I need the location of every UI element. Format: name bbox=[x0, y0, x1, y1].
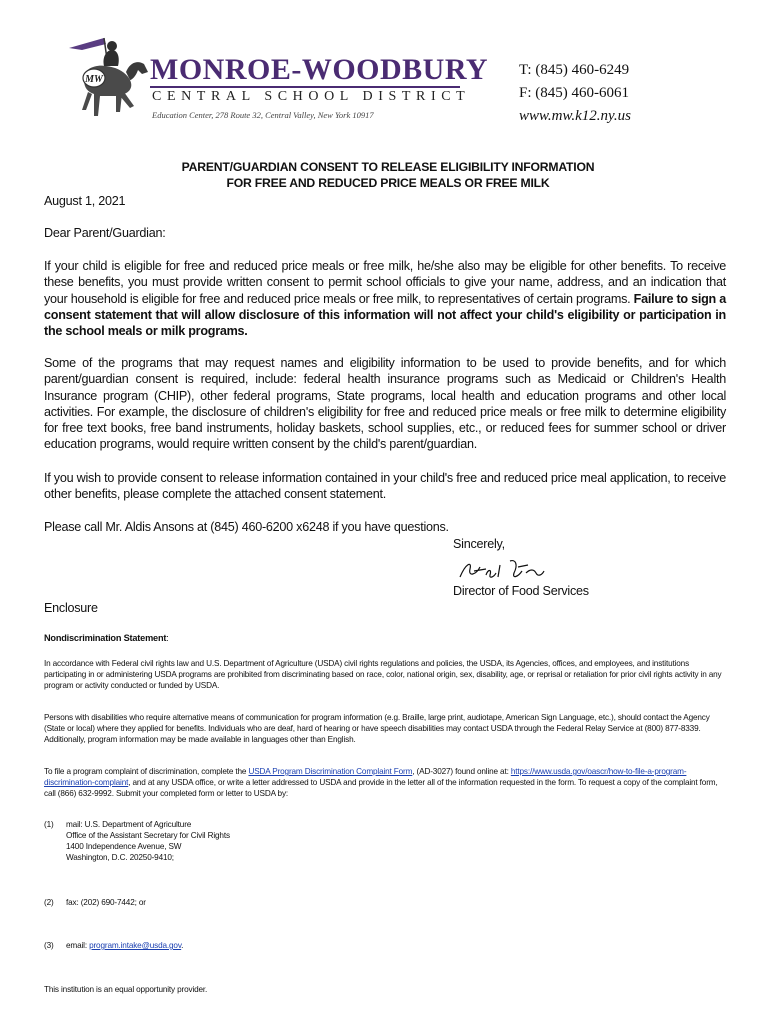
paragraph-eligibility bbox=[44, 258, 726, 339]
letterhead-divider bbox=[150, 86, 460, 88]
paragraph-consent: If you wish to provide consent to release information contained in your child's free and reduced price meal application, to receive other benefits, please complete the attached consent statement. bbox=[44, 471, 726, 502]
mail-line-1: mail: U.S. Department of Agriculture bbox=[66, 820, 192, 829]
complaint-url-link[interactable]: https://www.usda.gov/oascr/how-to-file-a-program-discrimination-complaint bbox=[44, 767, 687, 787]
complaint-text-b: , (AD-3027) found online at: bbox=[412, 767, 511, 776]
enclosure-note: Enclosure bbox=[44, 601, 98, 615]
paragraph-eligibility-bold: Failure to sign a consent statement that will allow disclosure of this information will not affect your child's eligibility or participation in the school meals or milk programs. bbox=[44, 291, 726, 339]
signer-title: Director of Food Services bbox=[453, 584, 589, 598]
district-address: Education Center, 278 Route 32, Central Valley, New York 10917 bbox=[152, 110, 374, 120]
nondiscrimination-heading-colon: : bbox=[166, 633, 169, 643]
nondiscrimination-paragraph-3 bbox=[44, 766, 724, 799]
document-title-line-1: PARENT/GUARDIAN CONSENT TO RELEASE ELIGIBILITY INFORMATION bbox=[181, 160, 595, 174]
closing: Sincerely, bbox=[453, 537, 505, 551]
paragraph-programs: Some of the programs that may request names and eligibility information to be used to provide benefits, and for which parent/guardian consent is required, include: federal health insurance programs such as Medicaid or Children's Health Insurance program (CHIP), other federal programs, State programs, local health and education programs and other local activities. For example, the disclosure of children's eligibility for free and reduced price meals or free milk to determine eligibility for free text books, free band instruments, holiday baskets, school supplies, etc., or reduced fees for summer school or driver education programs, would require written consent by the child's parent/guardian. bbox=[44, 356, 726, 452]
fax-number: F: (845) 460-6061 bbox=[519, 85, 629, 101]
paragraph-contact: Please call Mr. Aldis Ansons at (845) 460-6200 x6248 if you have questions. bbox=[44, 520, 449, 534]
nondiscrimination-paragraph-2: Persons with disabilities who require alternative means of communication for program information (e.g. Braille, large print, audiotape, American Sign Language, etc.), should contact the Agency (State or local) where they applied for benefits. Individuals who are deaf, hard of hearing or have speech disabilities may contact USDA through the Federal Relay Service at (800) 877-8339. Additionally, program information may be made available in languages other than English. bbox=[44, 713, 710, 744]
list-item-3-email bbox=[66, 940, 183, 951]
letter-date: August 1, 2021 bbox=[44, 194, 126, 208]
salutation: Dear Parent/Guardian: bbox=[44, 226, 166, 240]
district-website: www.mw.k12.ny.us bbox=[519, 108, 631, 124]
nondiscrimination-heading bbox=[44, 633, 169, 643]
complaint-form-link[interactable]: USDA Program Discrimination Complaint Form bbox=[248, 767, 413, 776]
signature-image bbox=[456, 555, 546, 585]
email-link[interactable]: program.intake@usda.gov bbox=[89, 941, 182, 950]
list-item-2-fax: fax: (202) 690-7442; or bbox=[66, 898, 146, 907]
list-item-1-mail bbox=[66, 819, 230, 863]
email-end: . bbox=[181, 941, 184, 950]
complaint-text-c: , and at any USDA office, or write a letter addressed to USDA and provide in the letter all of the information requested in the form. To request a copy of the complaint form, call (866) 632-9992. Submit your completed form or letter to USDA by: bbox=[44, 778, 718, 798]
mail-line-2: Office of the Assistant Secretary for Civil Rights bbox=[66, 831, 230, 840]
logo-initials: MW bbox=[85, 74, 103, 85]
list-item-3-number: (3) bbox=[44, 941, 54, 950]
phone-number: T: (845) 460-6249 bbox=[519, 62, 630, 78]
handwritten-signature bbox=[456, 555, 546, 585]
district-subtitle: CENTRAL SCHOOL DISTRICT bbox=[152, 89, 471, 104]
mail-line-3: 1400 Independence Avenue, SW bbox=[66, 842, 182, 851]
district-logo bbox=[64, 36, 154, 124]
equal-opportunity-footer: This institution is an equal opportunity provider. bbox=[44, 985, 208, 994]
complaint-text-a: To file a program complaint of discrimination, complete the bbox=[44, 767, 249, 776]
paragraph-eligibility-text: If your child is eligible for free and reduced price meals or free milk, he/she also may be eligible for other benefits. To receive these benefits, you must provide written consent to permit school officials to give your name, address, and an indication that your household is eligible for free and reduced price meals or free milk, to representatives of certain programs. bbox=[44, 259, 726, 306]
list-item-2-number: (2) bbox=[44, 898, 54, 907]
list-item-1-number: (1) bbox=[44, 820, 54, 829]
email-label: email: bbox=[66, 941, 90, 950]
knight-on-horse-logo bbox=[64, 36, 154, 124]
mail-line-4: Washington, D.C. 20250-9410; bbox=[66, 853, 174, 862]
nondiscrimination-paragraph-1: In accordance with Federal civil rights law and U.S. Department of Agriculture (USDA) civil rights regulations and policies, the USDA, its Agencies, offices, and employees, and institutions participating in or administering USDA programs are prohibited from discriminating based on race, color, national origin, sex, disability, age, or reprisal or retaliation for prior civil rights activity in any program or activity conducted or funded by USDA. bbox=[44, 659, 722, 690]
district-name: MONROE-WOODBURY bbox=[150, 53, 489, 86]
document-title-line-2: FOR FREE AND REDUCED PRICE MEALS OR FREE MILK bbox=[226, 176, 550, 190]
nondiscrimination-heading-text: Nondiscrimination Statement bbox=[44, 633, 167, 643]
